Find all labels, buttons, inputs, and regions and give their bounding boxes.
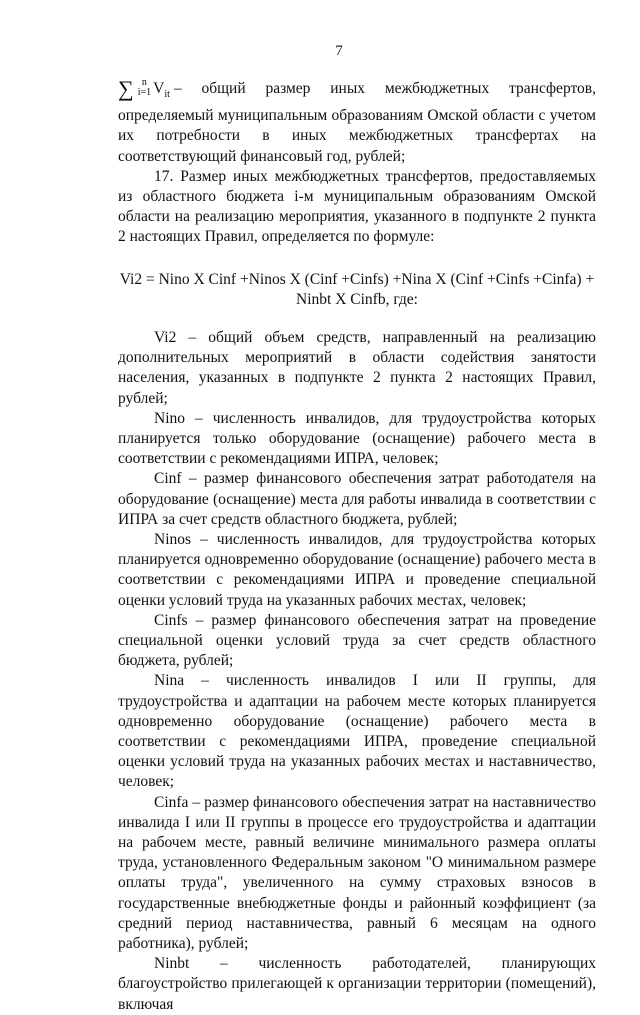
sum-upper-limit: n xyxy=(141,77,147,88)
sum-lower-limit: i=1 xyxy=(137,87,152,98)
sum-description-first: – общий размер иных межбюджетных трансфертов, xyxy=(173,80,596,97)
sum-description-rest: определяемый муниципальным образованиям Омской области с учетом их потребности в иных межбюджетных трансфертах на соответствующий финансовый год, рублей; xyxy=(118,107,596,165)
paragraph-17: 17. Размер иных межбюджетных трансфертов, предоставляемых из областного бюджета i-м муниципальным образованиям Омской области на реализацию мероприятия, указанного в подпункте 2 пункта 2 настоящих Правил, определяется по формуле: xyxy=(118,167,596,246)
sum-var: V xyxy=(153,80,165,97)
sigma-symbol: ∑ xyxy=(118,76,134,101)
sum-formula-line xyxy=(118,78,596,106)
definition-nina: Nina – численность инвалидов I или II группы, для трудоустройства и адаптации на рабочем месте которых планируется одновременно оборудование (оснащение) рабочего места в соответствии с рекомендациями ИПРА, проведение специальной оценки условий труда на указанных рабочих местах и наставничество, человек; xyxy=(118,672,596,791)
document-body xyxy=(118,78,596,1015)
definition-cinfa: Cinfa – размер финансового обеспечения затрат на наставничество инвалида I или II группы в процессе его трудоустройства и адаптации на рабочем месте, равный величине минимального размера оплаты труда, установленного Федеральным законом "О минимальном размере оплаты труда", увеличенного на сумму страховых взносов в государственные внебюджетные фонды и районный коэффициент (за средний период наставничества, равный 6 месяцам на одного работника), рублей; xyxy=(118,793,596,953)
definition-cinf: Cinf – размер финансового обеспечения затрат работодателя на оборудование (оснащение) места для работы инвалида в соответствии с ИПРА за счет средств областного бюджета, рублей; xyxy=(118,470,596,528)
definition-nino: Nino – численность инвалидов, для трудоустройства которых планируется только оборудование (оснащение) рабочего места в соответствии с рекомендациями ИПРА, человек; xyxy=(118,409,596,468)
sum-var-subscript: it xyxy=(164,89,170,101)
formula: Vi2 = Nino X Cinf +Ninos X (Cinf +Cinfs) +Nina X (Cinf +Cinfs +Cinfa) + Ninbt X Cinfb, где: xyxy=(119,270,595,308)
definition-vi2: Vi2 – общий объем средств, направленный на реализацию дополнительных мероприятий в области содействия занятости населения, указанных в подпункте 2 пункта 2 настоящих Правил, рублей; xyxy=(118,328,596,407)
sum-variable xyxy=(153,78,170,106)
sum-limits xyxy=(138,78,151,98)
definition-cinfs: Cinfs – размер финансового обеспечения затрат на проведение специальной оценки условий труда за счет средств областного бюджета, рублей; xyxy=(118,611,596,670)
definition-ninbt: Ninbt – численность работодателей, планирующих благоустройство прилегающей к организации территории (помещений), включая xyxy=(118,955,596,1013)
definition-ninos: Ninos – численность инвалидов, для трудоустройства которых планируется одновременно оборудование (оснащение) рабочего места в соответствии с рекомендациями ИПРА и проведение специальной оценки условий труда на указанных рабочих местах, человек; xyxy=(118,530,596,609)
page-number: 7 xyxy=(335,43,343,59)
